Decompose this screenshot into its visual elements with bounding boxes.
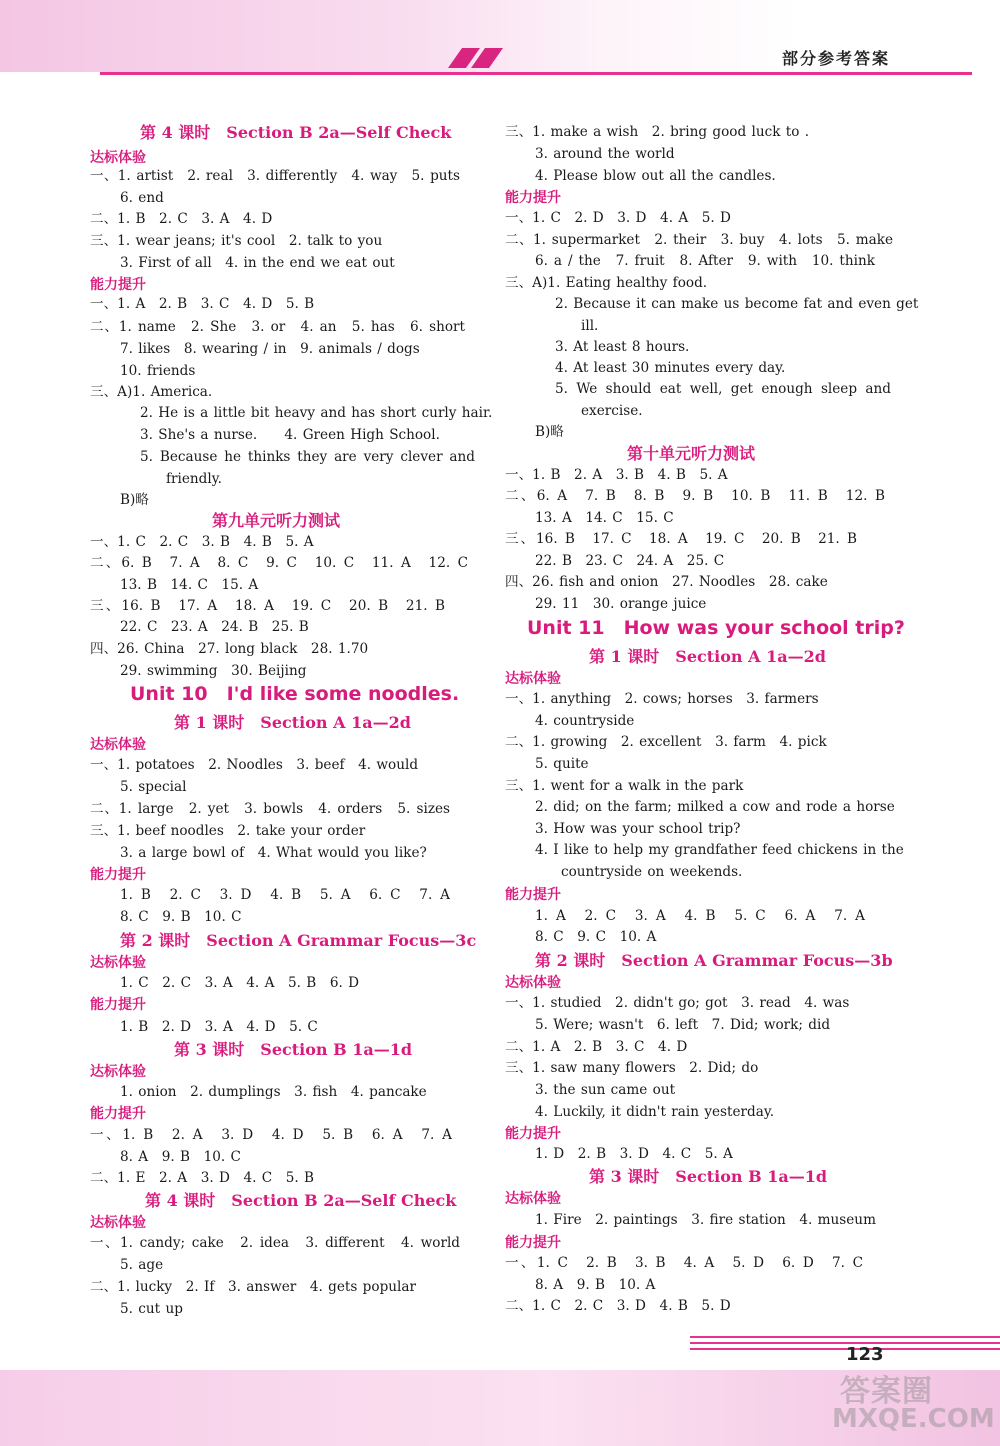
section-label: 达标体验 <box>90 1215 146 1231</box>
answer-line: 5. age <box>120 1257 164 1273</box>
answer-line: 二、1. E 2. A 3. D 4. C 5. B <box>90 1170 315 1186</box>
answer-line: 7. likes 8. wearing / in 9. animals / dogs <box>120 341 420 357</box>
answer-line: 22. C 23. A 24. B 25. B <box>120 619 309 635</box>
answer-line: 5. We should eat well, get enough sleep and <box>555 381 891 397</box>
answer-line: 8. A 9. B 10. C <box>120 1149 241 1165</box>
answer-line: 1. A 2. C 3. A 4. B 5. C 6. A 7. A <box>535 908 865 924</box>
answer-line: 二、6. A 7. B 8. B 9. B 10. B 11. B 12. B <box>505 488 885 504</box>
answer-line: 二、1. A 2. B 3. C 4. D <box>505 1039 688 1055</box>
answer-line: 5. special <box>120 779 187 795</box>
answer-line: 1. D 2. B 3. D 4. C 5. A <box>535 1146 733 1162</box>
section-label: 达标体验 <box>505 975 561 991</box>
answer-line: 13. A 14. C 15. C <box>535 510 674 526</box>
lesson-heading: 第 1 课时 Section A 1a—2d <box>174 713 411 732</box>
answer-line: 3. First of all 4. in the end we eat out <box>120 255 395 271</box>
section-label: 能力提升 <box>505 1235 561 1251</box>
section-label: 能力提升 <box>505 887 561 903</box>
answer-line: 一、1. A 2. B 3. C 4. D 5. B <box>90 296 315 312</box>
answer-line: 4. countryside <box>535 713 635 729</box>
page-header-title: 部分参考答案 <box>781 49 890 68</box>
answer-line: 一、1. B 2. A 3. D 4. D 5. B 6. A 7. A <box>90 1127 452 1143</box>
answer-line: 4. At least 30 minutes every day. <box>555 360 786 376</box>
answer-line: 四、26. fish and onion 27. Noodles 28. cake <box>505 574 828 590</box>
header-rule <box>100 72 972 75</box>
section-label: 达标体验 <box>90 737 146 753</box>
answer-line: 二、1. lucky 2. If 3. answer 4. gets popular <box>90 1279 416 1295</box>
answer-line: 4. Please blow out all the candles. <box>535 168 776 184</box>
answer-line: 4. I like to help my grandfather feed chickens in the <box>535 842 904 858</box>
answer-line: 6. a / the 7. fruit 8. After 9. with 10. think <box>535 253 875 269</box>
answer-line: 5. quite <box>535 756 589 772</box>
lesson-heading: 第 2 课时 Section A Grammar Focus—3c <box>120 931 477 950</box>
answer-line: 三、1. make a wish 2. bring good luck to . <box>505 124 810 140</box>
answer-line: 二、6. B 7. A 8. C 9. C 10. C 11. A 12. C <box>90 555 468 571</box>
answer-line: 二、1. supermarket 2. their 3. buy 4. lots 5. make <box>505 232 893 248</box>
section-label: 能力提升 <box>90 1106 146 1122</box>
answer-line: 三、16. B 17. A 18. A 19. C 20. B 21. B <box>90 598 445 614</box>
answer-line: 29. 11 30. orange juice <box>535 596 707 612</box>
answer-line: 三、A)1. America. <box>90 384 213 400</box>
answer-line: 1. onion 2. dumplings 3. fish 4. pancake <box>120 1084 427 1100</box>
answer-line: 三、A)1. Eating healthy food. <box>505 275 708 291</box>
answer-line: 3. She's a nurse. 4. Green High School. <box>140 427 440 443</box>
answer-line: 一、1. anything 2. cows; horses 3. farmers <box>505 691 819 707</box>
answer-line: 1. B 2. D 3. A 4. D 5. C <box>120 1019 318 1035</box>
answer-line: 1. B 2. C 3. D 4. B 5. A 6. C 7. A <box>120 887 450 903</box>
answer-line: 8. C 9. C 10. A <box>535 929 657 945</box>
answer-line: 6. end <box>120 190 164 206</box>
section-label: 达标体验 <box>90 150 146 166</box>
lesson-heading: 第 3 课时 Section B 1a—1d <box>174 1040 413 1059</box>
answer-line: 4. Luckily, it didn't rain yesterday. <box>535 1104 775 1120</box>
answer-line: 5. Were; wasn't 6. left 7. Did; work; did <box>535 1017 831 1033</box>
section-label: 达标体验 <box>505 1191 561 1207</box>
watermark-url: MXQE.COM <box>832 1404 995 1434</box>
answer-line: 5. cut up <box>120 1301 183 1317</box>
lesson-heading: 第十单元听力测试 <box>627 444 756 463</box>
answer-line: 三、1. wear jeans; it's cool 2. talk to you <box>90 233 383 249</box>
answer-line: 2. Because it can make us become fat and even get <box>555 296 919 312</box>
answer-line: 3. How was your school trip? <box>535 821 741 837</box>
footer-lines-decoration <box>690 1336 1000 1366</box>
answer-line: 3. around the world <box>535 146 675 162</box>
answer-line: 22. B 23. C 24. A 25. C <box>535 553 725 569</box>
answer-line: 一、1. artist 2. real 3. differently 4. way 5. puts <box>90 168 460 184</box>
page-number: 123 <box>846 1344 884 1365</box>
answer-line: 一、1. C 2. C 3. B 4. B 5. A <box>90 534 314 550</box>
answer-line: 13. B 14. C 15. A <box>120 577 259 593</box>
section-label: 能力提升 <box>505 1126 561 1142</box>
section-label: 达标体验 <box>90 955 146 971</box>
answer-line: exercise. <box>581 403 643 419</box>
unit-title: Unit 10 I'd like some noodles. <box>130 683 460 705</box>
answer-line: 一、1. candy; cake 2. idea 3. different 4. world <box>90 1235 460 1251</box>
section-label: 能力提升 <box>90 997 146 1013</box>
answer-line: ill. <box>581 318 599 334</box>
answer-line: 一、1. potatoes 2. Noodles 3. beef 4. would <box>90 757 419 773</box>
answer-line: 三、1. went for a walk in the park <box>505 778 744 794</box>
answer-line: 5. Because he thinks they are very clever and <box>140 449 475 465</box>
answer-line: 1. C 2. C 3. A 4. A 5. B 6. D <box>120 975 360 991</box>
answer-line: 三、1. beef noodles 2. take your order <box>90 823 366 839</box>
section-label: 能力提升 <box>505 190 561 206</box>
answer-line: 一、1. B 2. A 3. B 4. B 5. A <box>505 467 728 483</box>
answer-line: 8. C 9. B 10. C <box>120 909 242 925</box>
lesson-heading: 第 3 课时 Section B 1a—1d <box>589 1167 828 1186</box>
section-label: 达标体验 <box>505 671 561 687</box>
answer-line: 二、1. large 2. yet 3. bowls 4. orders 5. sizes <box>90 801 450 817</box>
answer-line: 29. swimming 30. Beijing <box>120 663 307 679</box>
answer-line: 二、1. growing 2. excellent 3. farm 4. pick <box>505 734 827 750</box>
lesson-heading: 第 4 课时 Section B 2a—Self Check <box>140 123 452 142</box>
lesson-heading: 第九单元听力测试 <box>212 511 341 530</box>
unit-title: Unit 11 How was your school trip? <box>527 617 905 639</box>
section-label: 能力提升 <box>90 277 146 293</box>
answer-line: 1. Fire 2. paintings 3. fire station 4. museum <box>535 1212 876 1228</box>
answer-line: countryside on weekends. <box>561 864 743 880</box>
answer-line: 三、16. B 17. C 18. A 19. C 20. B 21. B <box>505 531 857 547</box>
lesson-heading: 第 4 课时 Section B 2a—Self Check <box>145 1191 457 1210</box>
lesson-heading: 第 1 课时 Section A 1a—2d <box>589 647 826 666</box>
answer-line: 2. did; on the farm; milked a cow and rode a horse <box>535 799 895 815</box>
answer-line: 三、1. saw many flowers 2. Did; do <box>505 1060 759 1076</box>
answer-line: 10. friends <box>120 363 196 379</box>
answer-line: B)略 <box>120 492 149 508</box>
answer-line: 2. He is a little bit heavy and has short curly hair. <box>140 405 493 421</box>
section-label: 能力提升 <box>90 867 146 883</box>
answer-line: 一、1. C 2. D 3. D 4. A 5. D <box>505 210 731 226</box>
answer-line: 3. At least 8 hours. <box>555 339 690 355</box>
answer-line: 8. A 9. B 10. A <box>535 1277 656 1293</box>
answer-line: 一、1. studied 2. didn't go; got 3. read 4. was <box>505 995 850 1011</box>
answer-line: 四、26. China 27. long black 28. 1.70 <box>90 641 369 657</box>
answer-line: 二、1. B 2. C 3. A 4. D <box>90 211 273 227</box>
answer-line: 3. the sun came out <box>535 1082 676 1098</box>
watermark-logo: 答案圈 <box>840 1374 933 1409</box>
answer-line: friendly. <box>166 471 222 487</box>
answer-line: 二、1. name 2. She 3. or 4. an 5. has 6. short <box>90 319 465 335</box>
lesson-heading: 第 2 课时 Section A Grammar Focus—3b <box>535 951 893 970</box>
section-label: 达标体验 <box>90 1064 146 1080</box>
answer-line: B)略 <box>535 424 564 440</box>
answer-line: 二、1. C 2. C 3. D 4. B 5. D <box>505 1298 731 1314</box>
answer-line: 3. a large bowl of 4. What would you like? <box>120 845 427 861</box>
answer-line: 一、1. C 2. B 3. B 4. A 5. D 6. D 7. C <box>505 1255 863 1271</box>
